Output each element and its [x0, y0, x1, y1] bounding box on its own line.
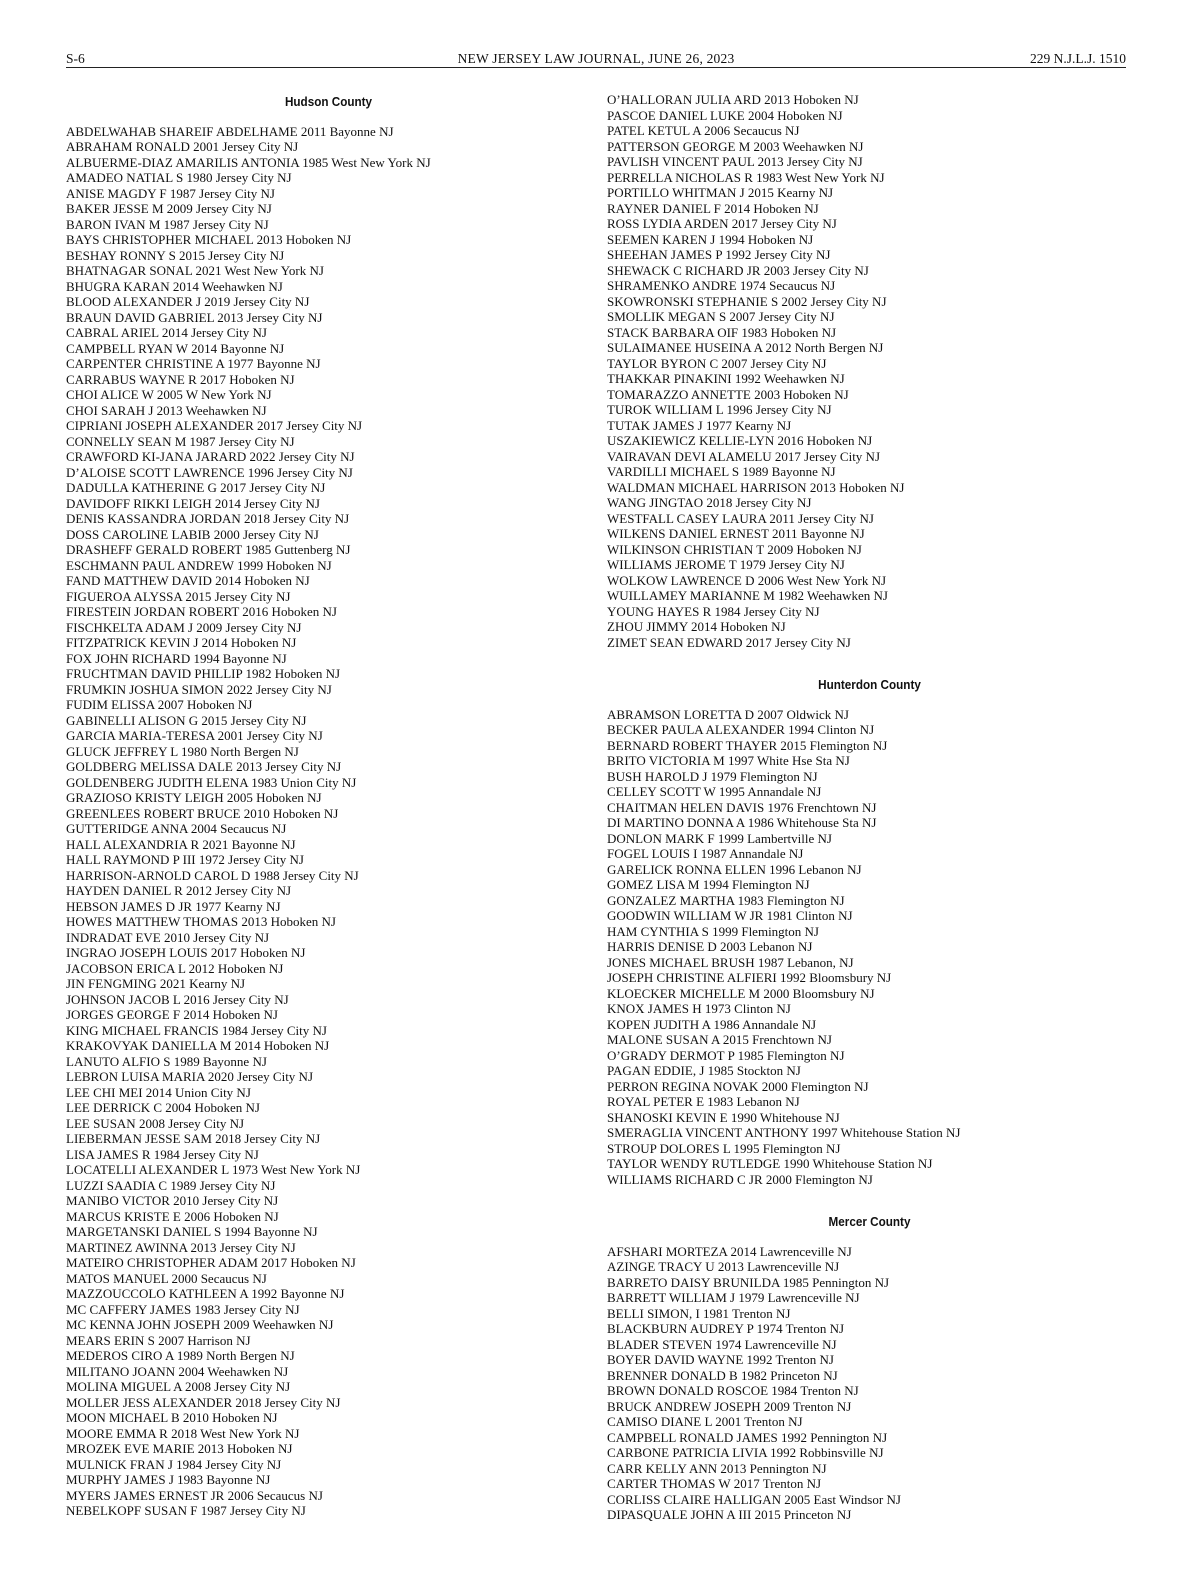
list-item: SEEMEN KAREN J 1994 Hoboken NJ	[607, 231, 814, 247]
list-item: MEARS ERIN S 2007 Harrison NJ	[66, 1332, 251, 1348]
list-item: VAIRAVAN DEVI ALAMELU 2017 Jersey City NJ	[607, 448, 881, 464]
list-item: HALL RAYMOND P III 1972 Jersey City NJ	[66, 852, 304, 867]
list-item: FOGEL LOUIS I 1987 Annandale NJ	[607, 846, 804, 861]
list-item: CHAITMAN HELEN DAVIS 1976 Frenchtown NJ	[607, 799, 877, 815]
list-item: PAVLISH VINCENT PAUL 2013 Jersey City NJ	[607, 154, 863, 169]
list-item: MAZZOUCCOLO KATHLEEN A 1992 Bayonne NJ	[66, 1286, 345, 1301]
list-item: BARRETT WILLIAM J 1979 Lawrenceville NJ	[607, 1290, 860, 1305]
list-item: NEBELKOPF SUSAN F 1987 Jersey City NJ	[66, 1503, 306, 1518]
list-item: HARRIS DENISE D 2003 Lebanon NJ	[607, 939, 813, 954]
list-item: FOX JOHN RICHARD 1994 Bayonne NJ	[66, 650, 287, 666]
list-item: CABRAL ARIEL 2014 Jersey City NJ	[66, 325, 267, 340]
list-item: BESHAY RONNY S 2015 Jersey City NJ	[66, 247, 285, 263]
list-item: MURPHY JAMES J 1983 Bayonne NJ	[66, 1472, 271, 1487]
list-item: MILITANO JOANN 2004 Weehawken NJ	[66, 1363, 289, 1379]
list-item: KLOECKER MICHELLE M 2000 Bloomsbury NJ	[607, 985, 875, 1001]
list-item: MROZEK EVE MARIE 2013 Hoboken NJ	[66, 1441, 293, 1456]
list-item: MOORE EMMA R 2018 West New York NJ	[66, 1425, 300, 1441]
list-item: GABINELLI ALISON G 2015 Jersey City NJ	[66, 712, 307, 728]
list-item: GOODWIN WILLIAM W JR 1981 Clinton NJ	[607, 908, 853, 923]
list-item: BECKER PAULA ALEXANDER 1994 Clinton NJ	[607, 722, 875, 737]
list-item: BRITO VICTORIA M 1997 White Hse Sta NJ	[607, 753, 850, 768]
list-item: FAND MATTHEW DAVID 2014 Hoboken NJ	[66, 573, 310, 588]
list-item: KNOX JAMES H 1973 Clinton NJ	[607, 1001, 791, 1016]
page-number: S-6	[66, 51, 85, 66]
list-item: MULNICK FRAN J 1984 Jersey City NJ	[66, 1456, 282, 1472]
list-item: BOYER DAVID WAYNE 1992 Trenton NJ	[607, 1352, 834, 1367]
list-item: GARCIA MARIA-TERESA 2001 Jersey City NJ	[66, 728, 323, 743]
list-item: PATTERSON GEORGE M 2003 Weehawken NJ	[607, 138, 864, 154]
list-item: BHATNAGAR SONAL 2021 West New York NJ	[66, 263, 324, 278]
list-item: FRUCHTMAN DAVID PHILLIP 1982 Hoboken NJ	[66, 666, 341, 681]
list-item: PAGAN EDDIE, J 1985 Stockton NJ	[607, 1063, 801, 1078]
list-item: DI MARTINO DONNA A 1986 Whitehouse Sta NJ	[607, 815, 877, 830]
list-item: MARCUS KRISTE E 2006 Hoboken NJ	[66, 1208, 279, 1224]
list-item: O’GRADY DERMOT P 1985 Flemington NJ	[607, 1047, 845, 1063]
list-item: SHEEHAN JAMES P 1992 Jersey City NJ	[607, 247, 831, 262]
list-item: BERNARD ROBERT THAYER 2015 Flemington NJ	[607, 737, 888, 753]
list-item: JACOBSON ERICA L 2012 Hoboken NJ	[66, 960, 284, 976]
list-item: WILLIAMS RICHARD C JR 2000 Flemington NJ	[607, 1171, 873, 1187]
list-item: JOHNSON JACOB L 2016 Jersey City NJ	[66, 991, 289, 1007]
list-item: CARTER THOMAS W 2017 Trenton NJ	[607, 1476, 822, 1491]
list-item: PERRELLA NICHOLAS R 1983 West New York NJ	[607, 169, 885, 185]
list-item: INDRADAT EVE 2010 Jersey City NJ	[66, 929, 270, 945]
list-item: DADULLA KATHERINE G 2017 Jersey City NJ	[66, 480, 326, 495]
list-item: MANIBO VICTOR 2010 Jersey City NJ	[66, 1193, 279, 1208]
list-item: CRAWFORD KI-JANA JARARD 2022 Jersey City NJ	[66, 449, 355, 464]
list-item: BAYS CHRISTOPHER MICHAEL 2013 Hoboken NJ	[66, 232, 352, 247]
list-item: PORTILLO WHITMAN J 2015 Kearny NJ	[607, 185, 834, 200]
list-item: ABRAHAM RONALD 2001 Jersey City NJ	[66, 139, 299, 154]
list-item: PERRON REGINA NOVAK 2000 Flemington NJ	[607, 1078, 869, 1094]
list-item: TUTAK JAMES J 1977 Kearny NJ	[607, 417, 792, 433]
county-heading-hudson: Hudson County	[284, 94, 373, 109]
hunterdon-county-list	[607, 707, 1132, 1188]
list-item: CARBONE PATRICIA LIVIA 1992 Robbinsville NJ	[607, 1445, 884, 1460]
list-item: WILLIAMS JEROME T 1979 Jersey City NJ	[607, 557, 845, 572]
list-item: GRAZIOSO KRISTY LEIGH 2005 Hoboken NJ	[66, 790, 322, 805]
list-item: GUTTERIDGE ANNA 2004 Secaucus NJ	[66, 821, 287, 836]
list-item: WILKINSON CHRISTIAN T 2009 Hoboken NJ	[607, 541, 862, 557]
list-item: GOMEZ LISA M 1994 Flemington NJ	[607, 877, 810, 892]
list-item: SKOWRONSKI STEPHANIE S 2002 Jersey City NJ	[607, 293, 887, 309]
list-item: ABRAMSON LORETTA D 2007 Oldwick NJ	[607, 706, 849, 722]
list-item: CONNELLY SEAN M 1987 Jersey City NJ	[66, 433, 295, 449]
list-item: LISA JAMES R 1984 Jersey City NJ	[66, 1146, 259, 1162]
list-item: BARRETO DAISY BRUNILDA 1985 Pennington NJ	[607, 1274, 890, 1290]
list-item: TUROK WILLIAM L 1996 Jersey City NJ	[607, 402, 832, 417]
list-item: BAKER JESSE M 2009 Jersey City NJ	[66, 201, 272, 216]
list-item: CARPENTER CHRISTINE A 1977 Bayonne NJ	[66, 356, 321, 371]
hudson-county-list-continued	[607, 92, 1132, 650]
citation: 229 N.J.L.J. 1510	[1029, 51, 1126, 66]
list-item: DONLON MARK F 1999 Lambertville NJ	[607, 830, 832, 846]
list-item: BLADER STEVEN 1974 Lawrenceville NJ	[607, 1336, 837, 1352]
list-item: HEBSON JAMES D JR 1977 Kearny NJ	[66, 898, 281, 914]
list-item: MC KENNA JOHN JOSEPH 2009 Weehawken NJ	[66, 1317, 334, 1332]
list-item: WALDMAN MICHAEL HARRISON 2013 Hoboken NJ	[607, 479, 905, 495]
list-item: CARR KELLY ANN 2013 Pennington NJ	[607, 1460, 827, 1476]
list-item: HOWES MATTHEW THOMAS 2013 Hoboken NJ	[66, 914, 336, 929]
list-item: HAYDEN DANIEL R 2012 Jersey City NJ	[66, 883, 292, 898]
list-item: MATEIRO CHRISTOPHER ADAM 2017 Hoboken NJ	[66, 1255, 356, 1270]
list-item: GOLDBERG MELISSA DALE 2013 Jersey City NJ	[66, 759, 342, 774]
list-item: LOCATELLI ALEXANDER L 1973 West New York NJ	[66, 1162, 361, 1177]
list-item: BELLI SIMON, I 1981 Trenton NJ	[607, 1305, 791, 1321]
list-item: ABDELWAHAB SHAREIF ABDELHAME 2011 Bayonne NJ	[66, 123, 394, 139]
list-item: THAKKAR PINAKINI 1992 Weehawken NJ	[607, 371, 845, 386]
list-item: LEE CHI MEI 2014 Union City NJ	[66, 1084, 251, 1100]
list-item: JIN FENGMING 2021 Kearny NJ	[66, 976, 246, 991]
list-item: CAMPBELL RONALD JAMES 1992 Pennington NJ	[607, 1429, 888, 1445]
list-item: CHOI SARAH J 2013 Weehawken NJ	[66, 402, 267, 418]
list-item: AZINGE TRACY U 2013 Lawrenceville NJ	[607, 1259, 840, 1274]
list-item: MC CAFFERY JAMES 1983 Jersey City NJ	[66, 1301, 300, 1317]
list-item: DAVIDOFF RIKKI LEIGH 2014 Jersey City NJ	[66, 495, 320, 511]
list-item: HARRISON-ARNOLD CAROL D 1988 Jersey City NJ	[66, 867, 359, 883]
list-item: KING MICHAEL FRANCIS 1984 Jersey City NJ	[66, 1022, 327, 1038]
list-item: BARON IVAN M 1987 Jersey City NJ	[66, 216, 269, 232]
list-item: SMERAGLIA VINCENT ANTHONY 1997 Whitehouse Station NJ	[607, 1125, 961, 1140]
list-item: MATOS MANUEL 2000 Secaucus NJ	[66, 1270, 267, 1286]
list-item: SHANOSKI KEVIN E 1990 Whitehouse NJ	[607, 1109, 840, 1125]
list-item: FIGUEROA ALYSSA 2015 Jersey City NJ	[66, 588, 291, 604]
list-item: PASCOE DANIEL LUKE 2004 Hoboken NJ	[607, 107, 843, 123]
list-item: MARGETANSKI DANIEL S 1994 Bayonne NJ	[66, 1224, 318, 1239]
list-item: BRAUN DAVID GABRIEL 2013 Jersey City NJ	[66, 309, 323, 325]
list-item: MARTINEZ AWINNA 2013 Jersey City NJ	[66, 1239, 296, 1255]
list-item: O’HALLORAN JULIA ARD 2013 Hoboken NJ	[607, 92, 859, 107]
list-item: STACK BARBARA OIF 1983 Hoboken NJ	[607, 324, 837, 340]
publication-title: NEW JERSEY LAW JOURNAL, JUNE 26, 2023	[457, 51, 735, 66]
list-item: ZHOU JIMMY 2014 Hoboken NJ	[607, 619, 786, 634]
list-item: BUSH HAROLD J 1979 Flemington NJ	[607, 768, 818, 784]
list-item: CAMISO DIANE L 2001 Trenton NJ	[607, 1414, 803, 1429]
list-item: VARDILLI MICHAEL S 1989 Bayonne NJ	[607, 464, 836, 479]
list-item: JOSEPH CHRISTINE ALFIERI 1992 Bloomsbury NJ	[607, 970, 892, 985]
list-item: TAYLOR BYRON C 2007 Jersey City NJ	[607, 355, 827, 371]
list-item: MYERS JAMES ERNEST JR 2006 Secaucus NJ	[66, 1487, 323, 1503]
list-item: TOMARAZZO ANNETTE 2003 Hoboken NJ	[607, 386, 849, 402]
list-item: GREENLEES ROBERT BRUCE 2010 Hoboken NJ	[66, 805, 339, 821]
list-item: BHUGRA KARAN 2014 Weehawken NJ	[66, 278, 283, 294]
list-item: LEBRON LUISA MARIA 2020 Jersey City NJ	[66, 1069, 314, 1084]
list-item: CARRABUS WAYNE R 2017 Hoboken NJ	[66, 371, 295, 387]
list-item: FITZPATRICK KEVIN J 2014 Hoboken NJ	[66, 635, 297, 650]
list-item: GONZALEZ MARTHA 1983 Flemington NJ	[607, 892, 845, 908]
list-item: SHRAMENKO ANDRE 1974 Secaucus NJ	[607, 278, 836, 293]
list-item: YOUNG HAYES R 1984 Jersey City NJ	[607, 603, 820, 619]
list-item: ROYAL PETER E 1983 Lebanon NJ	[607, 1094, 800, 1109]
list-item: ZIMET SEAN EDWARD 2017 Jersey City NJ	[607, 634, 851, 650]
list-item: GARELICK RONNA ELLEN 1996 Lebanon NJ	[607, 861, 862, 877]
list-item: INGRAO JOSEPH LOUIS 2017 Hoboken NJ	[66, 945, 306, 960]
list-item: KRAKOVYAK DANIELLA M 2014 Hoboken NJ	[66, 1038, 330, 1053]
list-item: LANUTO ALFIO S 1989 Bayonne NJ	[66, 1053, 267, 1069]
list-item: LIEBERMAN JESSE SAM 2018 Jersey City NJ	[66, 1131, 321, 1146]
list-item: D’ALOISE SCOTT LAWRENCE 1996 Jersey City NJ	[66, 464, 353, 480]
list-item: USZAKIEWICZ KELLIE-LYN 2016 Hoboken NJ	[607, 433, 873, 448]
list-item: BLACKBURN AUDREY P 1974 Trenton NJ	[607, 1321, 845, 1336]
list-item: LEE SUSAN 2008 Jersey City NJ	[66, 1115, 245, 1131]
list-item: SMOLLIK MEGAN S 2007 Jersey City NJ	[607, 309, 835, 324]
hudson-county-list	[66, 124, 591, 1519]
list-item: WANG JINGTAO 2018 Jersey City NJ	[607, 495, 812, 510]
list-item: KOPEN JUDITH A 1986 Annandale NJ	[607, 1016, 817, 1032]
list-item: MALONE SUSAN A 2015 Frenchtown NJ	[607, 1032, 832, 1047]
list-item: MOLLER JESS ALEXANDER 2018 Jersey City NJ	[66, 1394, 341, 1410]
list-item: DOSS CAROLINE LABIB 2000 Jersey City NJ	[66, 526, 319, 542]
list-item: AFSHARI MORTEZA 2014 Lawrenceville NJ	[607, 1243, 852, 1259]
list-item: LUZZI SAADIA C 1989 Jersey City NJ	[66, 1177, 276, 1193]
list-item: JONES MICHAEL BRUSH 1987 Lebanon, NJ	[607, 954, 854, 970]
list-item: GLUCK JEFFREY L 1980 North Bergen NJ	[66, 743, 299, 759]
list-item: MOON MICHAEL B 2010 Hoboken NJ	[66, 1410, 278, 1425]
mercer-county-list	[607, 1244, 1132, 1523]
list-item: PATEL KETUL A 2006 Secaucus NJ	[607, 123, 800, 138]
list-item: JORGES GEORGE F 2014 Hoboken NJ	[66, 1007, 278, 1022]
list-item: WOLKOW LAWRENCE D 2006 West New York NJ	[607, 572, 887, 588]
list-item: BRUCK ANDREW JOSEPH 2009 Trenton NJ	[607, 1398, 852, 1414]
list-item: BLOOD ALEXANDER J 2019 Jersey City NJ	[66, 294, 310, 309]
list-item: DIPASQUALE JOHN A III 2015 Princeton NJ	[607, 1507, 852, 1522]
list-item: CIPRIANI JOSEPH ALEXANDER 2017 Jersey City NJ	[66, 418, 363, 433]
list-item: HALL ALEXANDRIA R 2021 Bayonne NJ	[66, 836, 296, 852]
list-item: DRASHEFF GERALD ROBERT 1985 Guttenberg NJ	[66, 542, 351, 557]
list-item: RAYNER DANIEL F 2014 Hoboken NJ	[607, 200, 819, 216]
list-item: FIRESTEIN JORDAN ROBERT 2016 Hoboken NJ	[66, 604, 337, 619]
list-item: FUDIM ELISSA 2007 Hoboken NJ	[66, 697, 253, 712]
list-item: MOLINA MIGUEL A 2008 Jersey City NJ	[66, 1379, 291, 1394]
list-item: ALBUERME-DIAZ AMARILIS ANTONIA 1985 West New York NJ	[66, 154, 431, 170]
list-item: SHEWACK C RICHARD JR 2003 Jersey City NJ	[607, 262, 869, 278]
list-item: MEDEROS CIRO A 1989 North Bergen NJ	[66, 1348, 295, 1363]
list-item: BRENNER DONALD B 1982 Princeton NJ	[607, 1367, 838, 1383]
list-item: FISCHKELTA ADAM J 2009 Jersey City NJ	[66, 619, 302, 635]
list-item: CHOI ALICE W 2005 W New York NJ	[66, 387, 272, 402]
left-column	[66, 92, 591, 1519]
list-item: FRUMKIN JOSHUA SIMON 2022 Jersey City NJ	[66, 681, 332, 697]
county-heading-mercer: Mercer County	[828, 1214, 911, 1229]
county-heading-hunterdon: Hunterdon County	[818, 677, 921, 692]
page-header	[66, 50, 1126, 68]
list-item: BROWN DONALD ROSCOE 1984 Trenton NJ	[607, 1383, 859, 1398]
list-item: AMADEO NATIAL S 1980 Jersey City NJ	[66, 170, 292, 185]
list-item: WILKENS DANIEL ERNEST 2011 Bayonne NJ	[607, 526, 865, 541]
list-item: ANISE MAGDY F 1987 Jersey City NJ	[66, 185, 275, 201]
list-item: WESTFALL CASEY LAURA 2011 Jersey City NJ	[607, 510, 874, 526]
list-item: CAMPBELL RYAN W 2014 Bayonne NJ	[66, 340, 285, 356]
list-item: ROSS LYDIA ARDEN 2017 Jersey City NJ	[607, 216, 837, 231]
list-item: CELLEY SCOTT W 1995 Annandale NJ	[607, 784, 822, 799]
list-item: CORLISS CLAIRE HALLIGAN 2005 East Windsor NJ	[607, 1491, 901, 1507]
list-item: ESCHMANN PAUL ANDREW 1999 Hoboken NJ	[66, 557, 332, 573]
list-item: HAM CYNTHIA S 1999 Flemington NJ	[607, 923, 819, 939]
list-item: LEE DERRICK C 2004 Hoboken NJ	[66, 1100, 260, 1115]
list-item: DENIS KASSANDRA JORDAN 2018 Jersey City NJ	[66, 511, 350, 526]
right-column	[607, 92, 1132, 1523]
list-item: WUILLAMEY MARIANNE M 1982 Weehawken NJ	[607, 588, 888, 603]
list-item: STROUP DOLORES L 1995 Flemington NJ	[607, 1140, 841, 1156]
list-item: SULAIMANEE HUSEINA A 2012 North Bergen NJ	[607, 340, 884, 355]
list-item: GOLDENBERG JUDITH ELENA 1983 Union City NJ	[66, 774, 357, 790]
list-item: TAYLOR WENDY RUTLEDGE 1990 Whitehouse Station NJ	[607, 1156, 933, 1171]
